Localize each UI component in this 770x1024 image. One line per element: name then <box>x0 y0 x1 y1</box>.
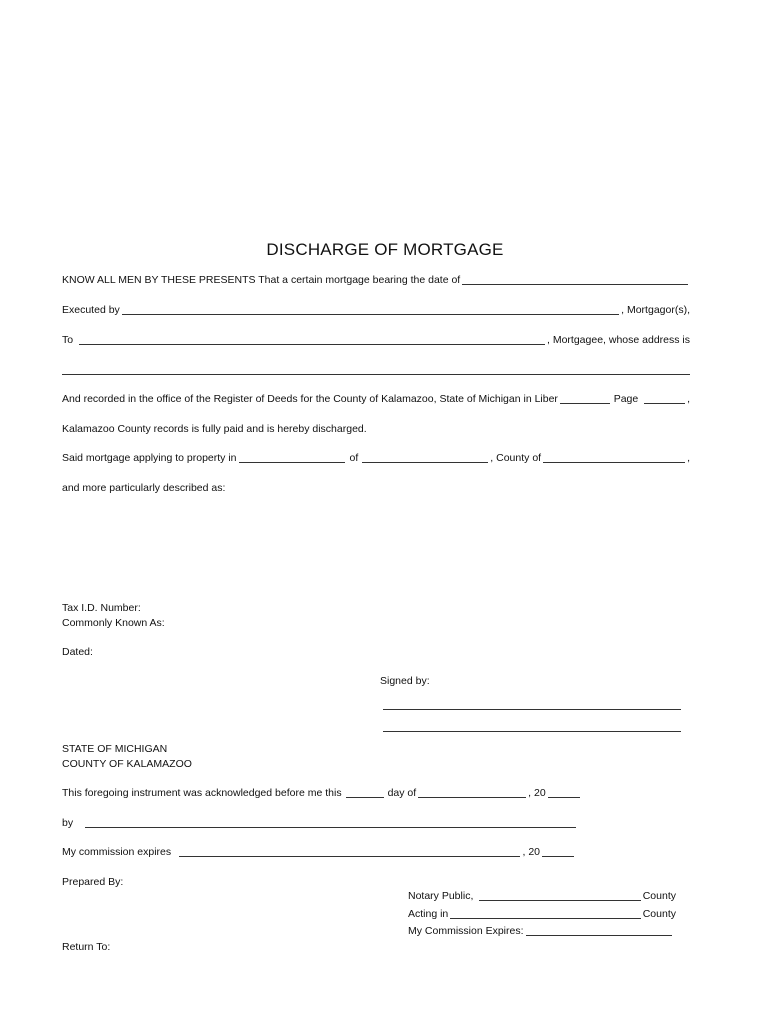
mortgagee-address-field[interactable] <box>62 363 690 375</box>
county-label: COUNTY OF KALAMAZOO <box>62 758 192 770</box>
recording-end: , <box>687 393 690 405</box>
signature-line-1[interactable] <box>383 709 681 710</box>
discharged-line <box>62 423 690 435</box>
commission-date-field[interactable] <box>179 845 520 857</box>
state-label: STATE OF MICHIGAN <box>62 743 168 755</box>
ack-day-field[interactable] <box>346 786 384 798</box>
signature-line-2[interactable] <box>383 731 681 732</box>
recording-line <box>62 393 690 405</box>
page-label: Page <box>613 393 639 405</box>
acting-in-line <box>408 908 676 920</box>
mortgagee-suffix: , Mortgagee, whose address is <box>547 334 690 346</box>
mortgagor-suffix: , Mortgagor(s), <box>621 304 690 316</box>
commission-line <box>62 846 576 858</box>
dated-label: Dated: <box>62 646 93 658</box>
of-label: of <box>349 452 359 464</box>
by-field[interactable] <box>85 816 576 828</box>
mortgagee-line <box>62 334 690 346</box>
recorded-text: And recorded in the office of the Register of Deeds for the County of Kalamazoo, State of Michigan in Liber <box>62 393 558 405</box>
liber-field[interactable] <box>560 392 610 404</box>
commission-label: My commission expires <box>62 846 172 858</box>
document-title: DISCHARGE OF MORTGAGE <box>266 240 504 259</box>
notary-public-line <box>408 890 676 902</box>
county-of-label: , County of <box>490 452 542 464</box>
property-location-field[interactable] <box>239 451 345 463</box>
signed-by-label: Signed by: <box>380 675 430 687</box>
tax-id-label: Tax I.D. Number: <box>62 602 141 614</box>
notary-expires-label: My Commission Expires: <box>408 925 524 937</box>
notary-county-field[interactable] <box>479 889 640 901</box>
property-applying-label: Said mortgage applying to property in <box>62 452 237 464</box>
return-to-label: Return To: <box>62 941 111 953</box>
prepared-by-label: Prepared By: <box>62 876 124 888</box>
commission-year-field[interactable] <box>542 845 574 857</box>
acknowledgment-line <box>62 787 582 799</box>
to-label: To <box>62 334 74 346</box>
commonly-known-label: Commonly Known As: <box>62 617 165 629</box>
property-of-field[interactable] <box>362 451 488 463</box>
mortgagor-line <box>62 304 690 316</box>
ack-year-field[interactable] <box>548 786 580 798</box>
commission-year-label: , 20 <box>522 846 540 858</box>
ack-year-label: , 20 <box>528 787 546 799</box>
address-line <box>62 364 690 376</box>
by-line <box>62 817 578 829</box>
discharged-text: Kalamazoo County records is fully paid and is hereby discharged. <box>62 423 367 435</box>
executed-by-label: Executed by <box>62 304 120 316</box>
acting-county-label: County <box>642 908 676 920</box>
mortgage-date-field[interactable] <box>462 273 688 285</box>
venue-block <box>62 742 192 772</box>
notary-public-label: Notary Public, <box>408 890 474 902</box>
property-line <box>62 452 690 464</box>
ack-month-field[interactable] <box>418 786 526 798</box>
notary-expires-field[interactable] <box>526 924 672 936</box>
acting-county-field[interactable] <box>450 907 640 919</box>
description-label: and more particularly described as: <box>62 482 226 494</box>
mortgagor-field[interactable] <box>122 303 619 315</box>
acting-in-label: Acting in <box>408 908 449 920</box>
notary-expires-line <box>408 925 674 937</box>
description-line <box>62 482 690 494</box>
property-identifiers <box>62 601 165 631</box>
mortgagee-field[interactable] <box>79 333 545 345</box>
page-field[interactable] <box>644 392 685 404</box>
mortgage-date-label: KNOW ALL MEN BY THESE PRESENTS That a certain mortgage bearing the date of <box>62 274 461 286</box>
property-end: , <box>687 452 690 464</box>
acknowledgment-text: This foregoing instrument was acknowledged before me this <box>62 787 342 799</box>
property-county-field[interactable] <box>543 451 685 463</box>
by-label: by <box>62 817 74 829</box>
mortgage-date-line <box>62 274 690 286</box>
notary-county-label: County <box>642 890 676 902</box>
day-of-label: day of <box>387 787 417 799</box>
